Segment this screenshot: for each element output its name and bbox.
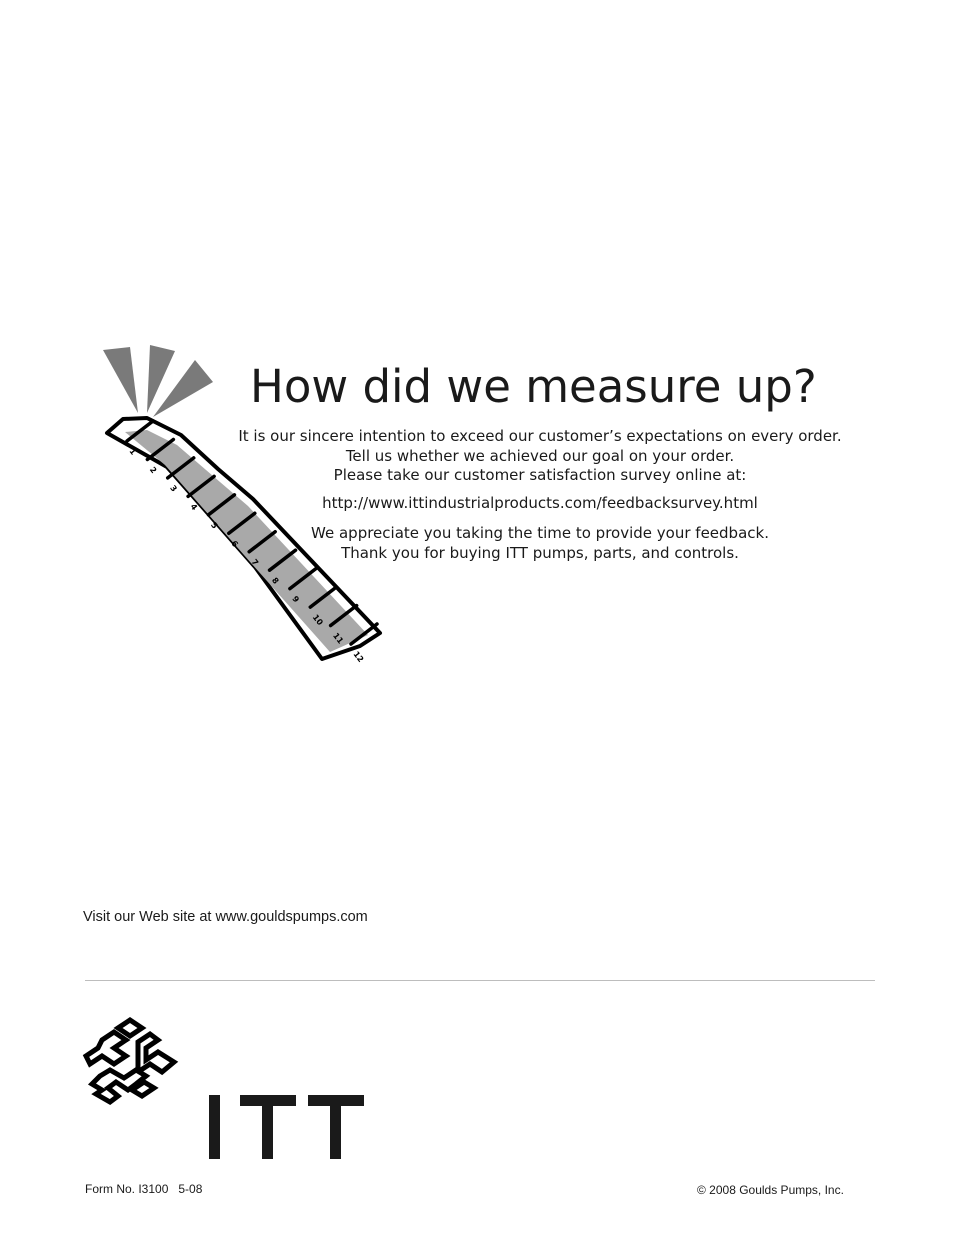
itt-symbol-logo (80, 1016, 184, 1118)
survey-url-link[interactable]: http://www.ittindustrialproducts.com/feedbacksurvey.html (322, 494, 758, 512)
survey-goal-line: Tell us whether we achieved our goal on your order. (345, 447, 735, 465)
ruler-tick-label: 8 (269, 575, 281, 586)
wordmark-letter-t1-stem (262, 1095, 273, 1159)
ruler-tick-label: 12 (351, 649, 366, 665)
survey-intro-line: It is our sincere intention to exceed our customer’s expectations on every order. (238, 427, 842, 445)
itt-wordmark-logo (205, 1087, 370, 1161)
ruler-tick-label: 2 (147, 465, 159, 476)
wordmark-letter-i (209, 1095, 220, 1159)
ruler-tick-label: 9 (290, 594, 301, 605)
ruler-tick-label: 3 (168, 483, 179, 494)
page-title: How did we measure up? (250, 360, 817, 413)
ruler-tick-label: 6 (229, 538, 240, 549)
form-number: Form No. I3100 5-08 (85, 1182, 203, 1196)
ray-left (103, 347, 138, 413)
survey-appreciation-line: We appreciate you taking the time to provide your feedback. (311, 524, 769, 542)
ruler-tick-label: 4 (188, 502, 200, 512)
footer-divider (85, 980, 875, 981)
survey-instruction-line: Please take our customer satisfaction survey online at: (333, 466, 747, 484)
wordmark-letter-t2-stem (330, 1095, 341, 1159)
ruler-tick-label: 11 (331, 631, 346, 646)
copyright-notice: © 2008 Goulds Pumps, Inc. (697, 1183, 844, 1197)
website-line: Visit our Web site at www.gouldspumps.com (83, 909, 368, 925)
ruler-tick-label: 10 (310, 612, 325, 628)
ruler-tick-label: 1 (127, 446, 138, 457)
survey-thanks-line: Thank you for buying ITT pumps, parts, and controls. (341, 544, 739, 562)
ruler-tick-label: 5 (208, 520, 220, 531)
ray-group (103, 345, 213, 417)
ruler-tick-label: 7 (249, 557, 261, 568)
